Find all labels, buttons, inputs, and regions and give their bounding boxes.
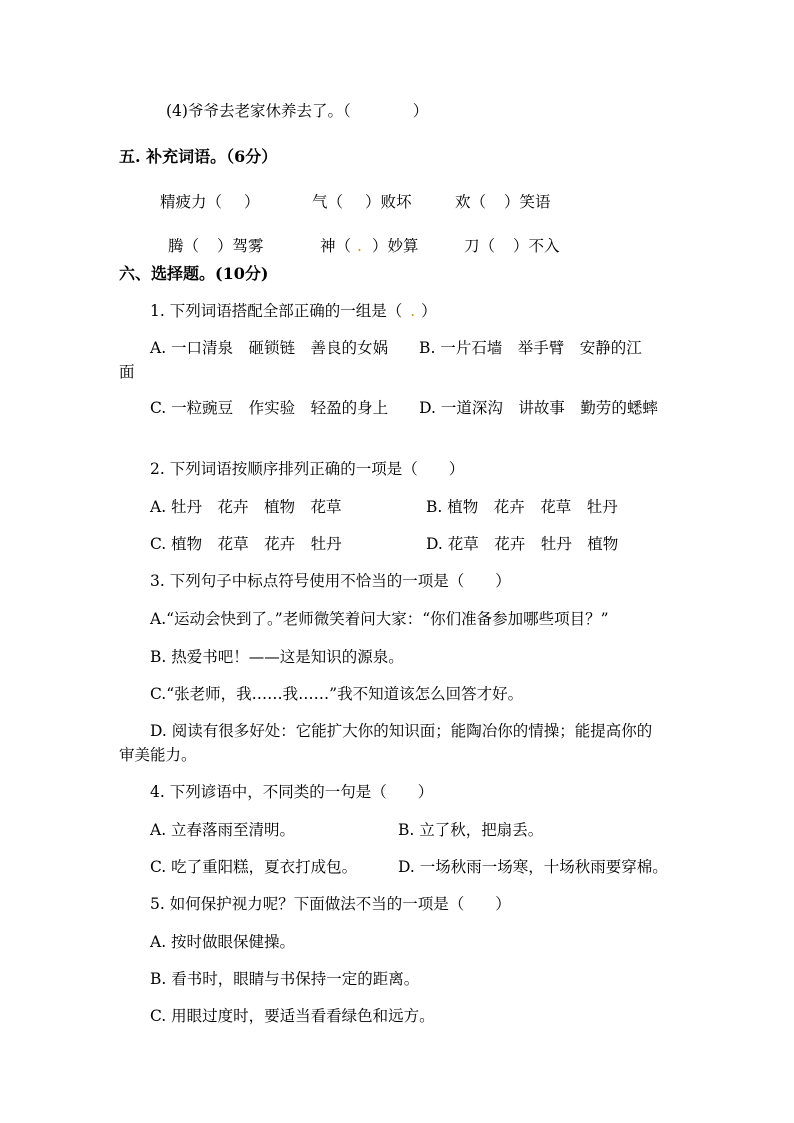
q3-option-a: A.“运动会快到了。”老师微笑着问大家：“你们准备参加哪些项目？” (150, 610, 609, 628)
section5-item-6 (464, 236, 560, 256)
section5-item-2-after: ）败坏 (365, 193, 412, 211)
q2-option-b: B. 植物 花卉 花草 牡丹 (426, 498, 618, 516)
section5-item-3-before: 欢（ (455, 193, 487, 211)
q4-option-a: A. 立春落雨至清明。 (150, 821, 296, 839)
section6-heading: 六、选择题。(10分) (119, 264, 269, 283)
section5-item-1 (160, 192, 260, 212)
q3-option-d-wrap: 审美能力。 (119, 746, 197, 764)
section5-item-6-after: ）不入 (513, 237, 560, 255)
section5-item-3-after: ）笑语 (504, 193, 551, 211)
section5-item-6-before: 刀（ (464, 237, 496, 255)
section5-item-4-before: 腾（ (168, 237, 200, 255)
section5-item-3 (455, 192, 551, 212)
section5-heading: 五. 补充词语。（6分） (119, 147, 278, 166)
q2-option-c: C. 植物 花草 花卉 牡丹 (150, 535, 342, 553)
q3-stem: 3. 下列句子中标点符号使用不恰当的一项是（ ） (150, 572, 511, 590)
section5-item-5-after: ）妙算 (371, 237, 419, 255)
q3-option-c: C.“张老师，我……我……”我不知道该怎么回答才好。 (150, 685, 524, 703)
q4-sentence-close: ） (412, 102, 429, 120)
q1-stem (150, 301, 437, 321)
q5-option-a: A. 按时做眼保健操。 (150, 933, 296, 951)
section5-item-2 (312, 192, 412, 212)
section5-item-4 (168, 236, 264, 256)
q1-options-ab-wrap: 面 (119, 363, 135, 381)
section5-item-2-before: 气（ (312, 193, 344, 211)
q1-options-cd: C. 一粒豌豆 作实验 轻盈的身上 D. 一道深沟 讲故事 勤劳的蟋蟀 (150, 399, 658, 417)
section5-item-5-before: 神（ (320, 237, 352, 255)
q4-option-c: C. 吃了重阳糕，夏衣打成包。 (150, 858, 358, 876)
answer-mark: . (357, 237, 362, 255)
section5-item-5 (320, 236, 418, 256)
q2-option-a: A. 牡丹 花卉 植物 花草 (150, 498, 342, 516)
q4-sentence-text: (4)爷爷去老家休养去了。（ (166, 102, 351, 120)
answer-mark: . (410, 302, 416, 320)
q4-stem: 4. 下列谚语中，不同类的一句是（ ） (150, 783, 434, 801)
q4-sentence-item (166, 101, 428, 121)
q1-stem-text: 1. 下列词语搭配全部正确的一组是（ (150, 302, 403, 320)
section5-item-1-after: ） (244, 193, 260, 211)
q4-option-b: B. 立了秋，把扇丢。 (398, 821, 544, 839)
q1-options-ab: A. 一口清泉 砸锁链 善良的女娲 B. 一片石墙 举手臂 安静的江 (150, 339, 642, 357)
q3-option-b: B. 热爱书吧！——这是知识的源泉。 (150, 648, 404, 666)
q4-option-d: D. 一场秋雨一场寒，十场秋雨要穿棉。 (398, 858, 668, 876)
section5-item-4-after: ）驾雾 (217, 237, 264, 255)
q1-stem-close: ） (421, 302, 437, 320)
q2-stem: 2. 下列词语按顺序排列正确的一项是（ ） (150, 460, 465, 478)
q5-option-b: B. 看书时，眼睛与书保持一定的距离。 (150, 970, 420, 988)
q5-option-c: C. 用眼过度时，要适当看看绿色和远方。 (150, 1007, 435, 1025)
q3-option-d: D. 阅读有很多好处：它能扩大你的知识面；能陶冶你的情操；能提高你的 (150, 722, 653, 740)
section5-item-1-before: 精疲力（ (160, 193, 223, 211)
q5-stem: 5. 如何保护视力呢？下面做法不当的一项是（ ） (150, 895, 511, 913)
q2-option-d: D. 花草 花卉 牡丹 植物 (426, 535, 619, 553)
